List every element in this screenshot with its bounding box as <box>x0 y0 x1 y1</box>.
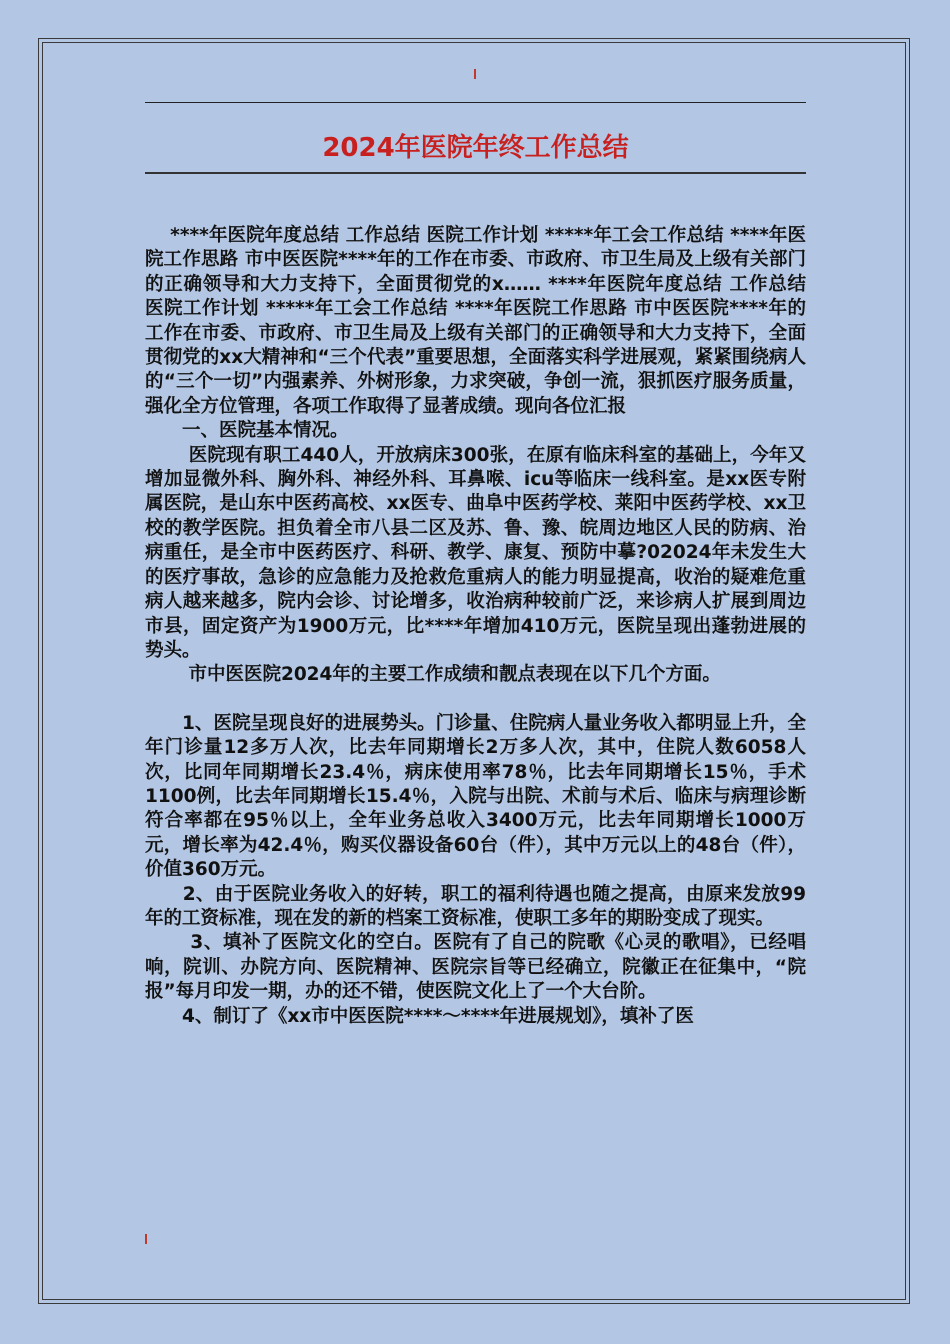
title-rule <box>145 172 806 174</box>
section-heading: 一、医院基本情况。 <box>145 420 349 442</box>
document-title: 2024年医院年终工作总结 <box>322 133 629 163</box>
paragraph-intro: ****年医院年度总结 工作总结 医院工作计划 *****年工会工作总结 ****年医院工作思路 市中医医院****年的工作在市委、市政府、市卫生局及上级有关部门的正确领导和大力支持下，全面贯彻党的x…… ****年医院年度总结 工作总结 医院工作计划 *****年工会工作总结 ****年医院工作思路 市中医医院****年的工作在市委、市政府、市卫生局及上级有关部门的正确领导和大力支持下，全面贯彻党的xx大精神和“三个代表”重要思想，全面落实科学进展观，紧紧围绕病人的“三个一切”内强素养、外树形象，力求突破，争创一流，狠抓医疗服务质量，强化全方位管理，各项工作取得了显著成绩。现向各位汇报 <box>145 225 806 417</box>
footer-mark <box>145 1234 147 1244</box>
paragraph-achievements-intro: 市中医医院2024年的主要工作成绩和靓点表现在以下几个方面。 <box>145 664 721 686</box>
paragraph-item-4: 4、制订了《xx市中医医院****～****年进展规划》，填补了医 <box>145 1005 694 1027</box>
header-rule <box>145 102 806 103</box>
header-mark <box>474 69 476 79</box>
paragraph-item-2: 2、由于医院业务收入的好转，职工的福利待遇也随之提高，由原来发放99年的工资标准，现在发的新的档案工资标准，使职工多年的期盼变成了现实。 <box>145 883 806 929</box>
paragraph-item-1: 1、医院呈现良好的进展势头。门诊量、住院病人量业务收入都明显上升，全年门诊量12多万人次，比去年同期增长2万多人次，其中，住院人数6058人次，比同年同期增长23.4％，病床使用率78％，比去年同期增长15％，手术1100例，比去年同期增长15.4％，入院与出院、术前与术后、临床与病理诊断符合率都在95％以上，全年业务总收入3400万元，比去年同期增长1000万元，增长率为42.4％，购买仪器设备60台（件），其中万元以上的48台（件），价值360万元。 <box>145 712 806 881</box>
paragraph-item-3: 3、填补了医院文化的空白。医院有了自己的院歌《心灵的歌唱》，已经唱响，院训、办院方向、医院精神、医院宗旨等已经确立，院徽正在征集中，“院报”每月印发一期，办的还不错，使医院文化上了一个大台阶。 <box>145 932 806 1003</box>
paragraph-basic-info: 医院现有职工440人，开放病床300张，在原有临床科室的基础上，今年又增加显微外科、胸外科、神经外科、耳鼻喉、icu等临床一线科室。是xx医专附属医院，是山东中医药高校、xx医专、曲阜中医药学校、莱阳中医药学校、xx卫校的教学医院。担负着全市八县二区及苏、鲁、豫、皖周边地区人民的防病、治病重任，是全市中医药医疗、科研、教学、康复、预防中摹?02024年未发生大的医疗事故，急诊的应急能力及抢救危重病人的能力明显提高，收治的疑难危重病人越来越多，院内会诊、讨论增多，收治病种较前广泛，来诊病人扩展到周边市县，固定资产为1900万元，比****年增加410万元，医院呈现出蓬勃进展的势头。 <box>145 444 806 661</box>
document-body <box>145 224 806 1029</box>
